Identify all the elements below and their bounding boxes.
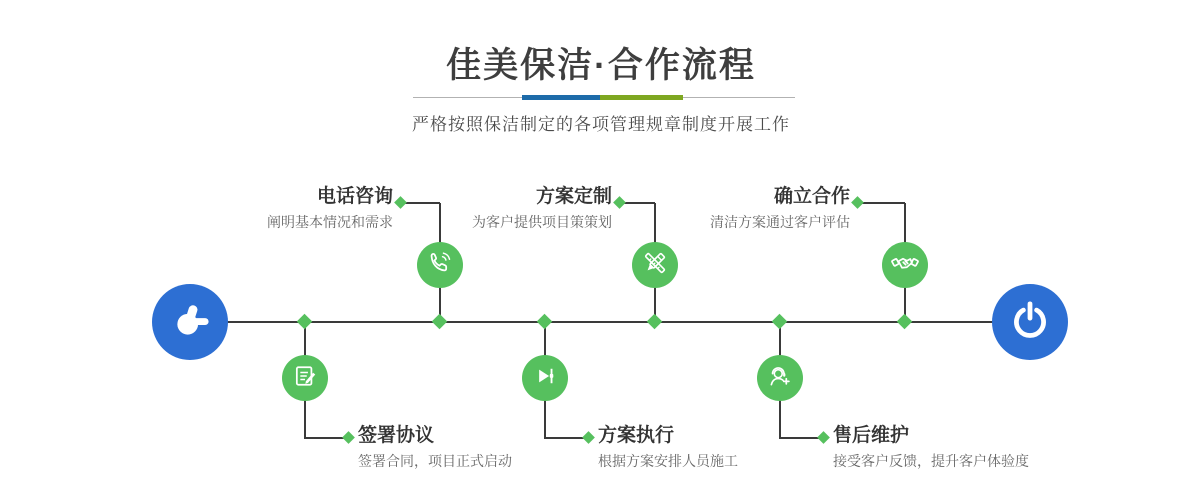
timeline-node-diamond	[537, 314, 553, 330]
connector-line	[544, 437, 584, 439]
label-diamond	[613, 196, 626, 209]
step-title: 方案执行	[598, 425, 675, 446]
step-desc: 阐明基本情况和需求	[267, 214, 393, 230]
step-desc: 签署合同，项目正式启动	[358, 453, 512, 469]
label-diamond	[817, 431, 830, 444]
step-desc: 为客户提供项目策策划	[472, 214, 612, 230]
timeline-node-diamond	[432, 314, 448, 330]
page-title: 佳美保洁·合作流程	[446, 46, 756, 85]
step-title: 确立合作	[773, 186, 850, 207]
connector-line	[304, 437, 344, 439]
step-title: 电话咨询	[316, 186, 393, 207]
step-label-execute	[598, 425, 738, 470]
step-label-confirm	[710, 186, 850, 231]
step-title: 售后维护	[833, 425, 910, 446]
label-diamond	[394, 196, 407, 209]
timeline-node-diamond	[297, 314, 313, 330]
step-icon-handshake	[882, 242, 928, 288]
page-subtitle: 严格按照保洁制定的各项管理规章制度开展工作	[412, 115, 790, 134]
step-icon-design	[632, 242, 678, 288]
pencil-ruler-icon	[641, 249, 669, 282]
connector-line	[860, 202, 905, 204]
power-icon	[1008, 298, 1052, 347]
connector-line	[403, 202, 440, 204]
timeline-node-diamond	[772, 314, 788, 330]
headset-person-icon	[766, 362, 794, 395]
label-diamond	[342, 431, 355, 444]
divider-green-segment	[600, 95, 683, 100]
step-icon-phone	[417, 242, 463, 288]
handshake-icon	[890, 248, 920, 283]
step-icon-execute	[522, 355, 568, 401]
step-label-contract	[358, 425, 512, 470]
timeline-node-diamond	[897, 314, 913, 330]
step-desc: 接受客户反馈，提升客户体验度	[833, 453, 1029, 469]
step-icon-aftersale	[757, 355, 803, 401]
connector-line	[779, 437, 819, 439]
step-label-design	[472, 186, 612, 231]
step-title: 签署协议	[358, 425, 435, 446]
step-label-aftersale	[833, 425, 1029, 470]
pointing-hand-icon	[167, 297, 213, 348]
label-diamond	[582, 431, 595, 444]
divider-blue-segment	[522, 95, 600, 100]
step-icon-contract	[282, 355, 328, 401]
step-desc: 清洁方案通过客户评估	[710, 214, 850, 230]
contract-pen-icon	[291, 362, 319, 395]
label-diamond	[851, 196, 864, 209]
timeline-node-diamond	[647, 314, 663, 330]
connector-line	[622, 202, 655, 204]
flow-end-node	[992, 284, 1068, 360]
step-label-phone	[267, 186, 393, 231]
flow-start-node	[152, 284, 228, 360]
play-icon	[531, 362, 559, 395]
step-title: 方案定制	[535, 186, 612, 207]
phone-icon	[426, 249, 454, 282]
step-desc: 根据方案安排人员施工	[598, 453, 738, 469]
